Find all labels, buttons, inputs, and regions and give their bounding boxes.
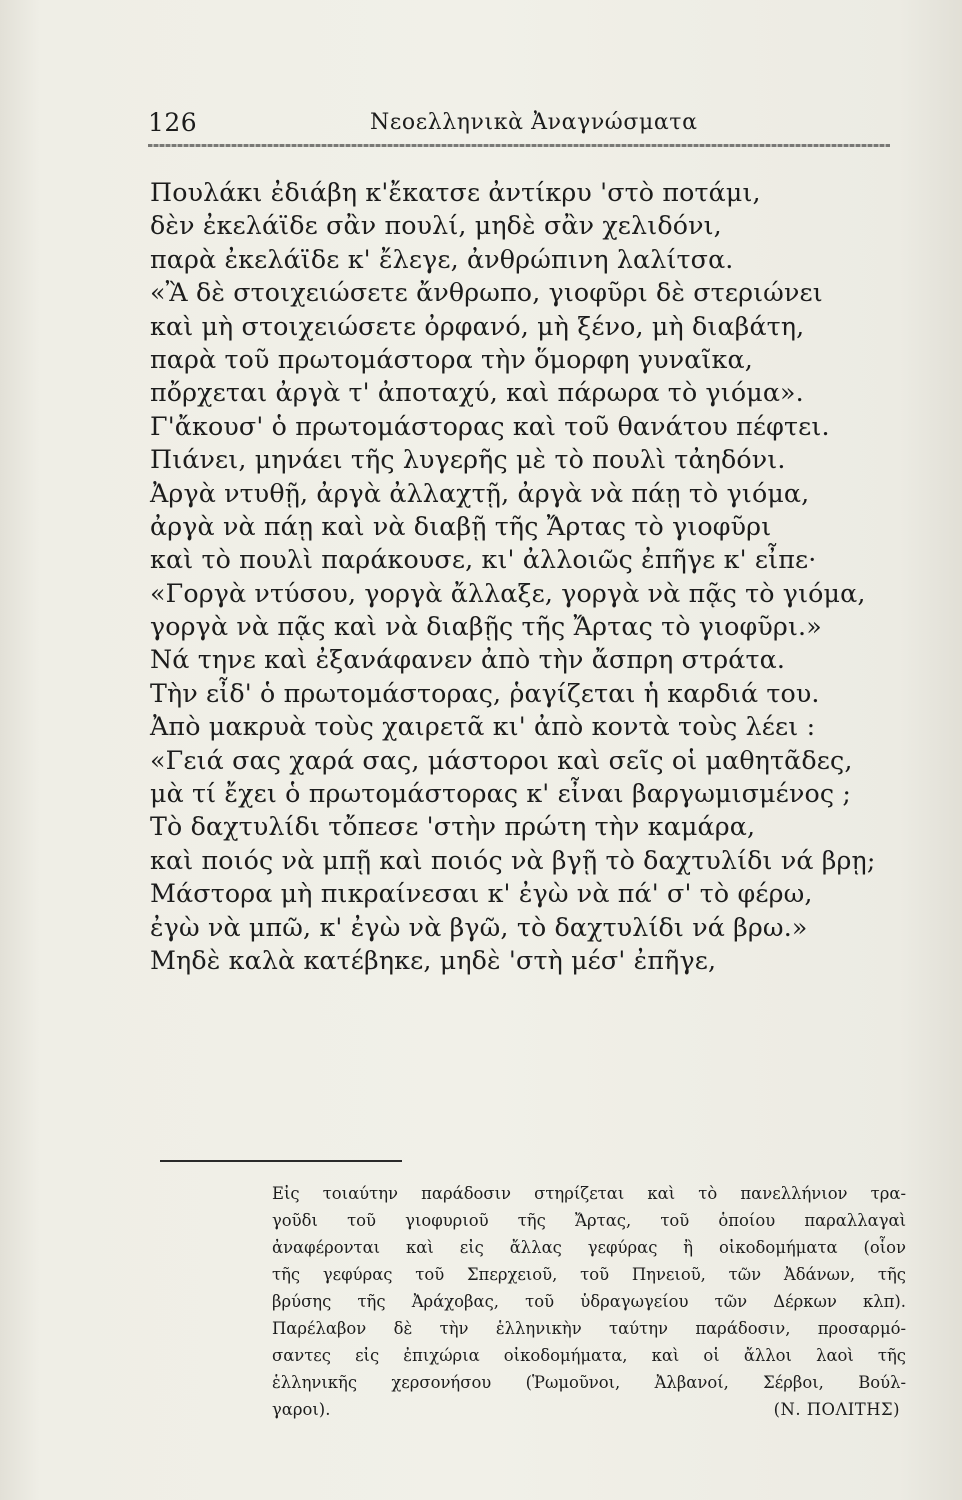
footnote-line: σαντες εἰς ἐπιχώρια οἰκοδομήματα, καὶ οἱ ἄλλοι λαοὶ τῆς <box>272 1346 906 1365</box>
footnote-last-line <box>272 1396 906 1423</box>
poem-line: «Ἂ δὲ στοιχειώσετε ἄνθρωπο, γιοφῦρι δὲ στεριώνει <box>150 278 823 308</box>
poem-line: Γ'ἄκουσ' ὁ πρωτομάστορας καὶ τοῦ θανάτου πέφτει. <box>150 411 830 441</box>
poem-line: ἐγὼ νὰ μπῶ, κ' ἐγὼ νὰ βγῶ, τὸ δαχτυλίδι νά βρω.» <box>150 912 808 942</box>
footnote-line: γοῦδι τοῦ γιοφυριοῦ τῆς Ἄρτας, τοῦ ὁποίου παραλλαγαὶ <box>272 1211 906 1230</box>
header-rule <box>148 144 890 147</box>
poem-line: καὶ τὸ πουλὶ παράκουσε, κι' ἀλλοιῶς ἐπῆγε κ' εἶπε· <box>150 545 817 575</box>
poem-line: καὶ μὴ στοιχειώσετε ὀρφανό, μὴ ξένο, μὴ διαβάτη, <box>150 311 805 341</box>
page-header <box>148 108 888 144</box>
poem-line: Πιάνει, μηνάει τῆς λυγερῆς μὲ τὸ πουλὶ τἀηδόνι. <box>150 445 786 475</box>
footnote-line: ἑλληνικῆς χερσονήσου (Ῥωμοῦνοι, Ἀλβανοί, Σέρβοι, Βούλ- <box>272 1373 906 1392</box>
poem-line: Μηδὲ καλὰ κατέβηκε, μηδὲ 'στὴ μέσ' ἐπῆγε, <box>150 945 717 975</box>
footnote-line: Παρέλαβον δὲ τὴν ἑλληνικὴν ταύτην παράδοσιν, προσαρμό- <box>272 1319 906 1338</box>
poem-line: παρὰ τοῦ πρωτομάστορα τὴν ὅμορφη γυναῖκα, <box>150 344 753 374</box>
footnote <box>272 1180 906 1423</box>
poem-line: πὄρχεται ἀργὰ τ' ἀποταχύ, καὶ πάρωρα τὸ γιόμα». <box>150 378 804 408</box>
poem-line: Μάστορα μὴ πικραίνεσαι κ' ἐγὼ νὰ πά' σ' τὸ φέρω, <box>150 879 813 909</box>
footnote-line: Εἰς τοιαύτην παράδοσιν στηρίζεται καὶ τὸ πανελλήνιον τρα- <box>272 1184 906 1203</box>
poem-line: γοργὰ νὰ πᾷς καὶ νὰ διαβῇς τῆς Ἄρτας τὸ γιοφῦρι.» <box>150 612 822 642</box>
poem-line: παρὰ ἐκελάϊδε κ' ἔλεγε, ἀνθρώπινη λαλίτσα. <box>150 244 734 274</box>
footnote-line: τῆς γεφύρας τοῦ Σπερχειοῦ, τοῦ Πηνειοῦ, τῶν Ἀδάνων, τῆς <box>272 1265 906 1284</box>
poem-line: Πουλάκι ἐδιάβη κ'ἔκατσε ἀντίκρυ 'στὸ ποτάμι, <box>150 178 761 207</box>
poem-line: Τὸ δαχτυλίδι τὄπεσε 'στὴν πρώτη τὴν καμάρα, <box>150 812 756 842</box>
poem-line: Ἀργὰ ντυθῇ, ἀργὰ ἀλλαχτῇ, ἀργὰ νὰ πάῃ τὸ γιόμα, <box>150 478 810 508</box>
page-number: 126 <box>148 108 198 137</box>
poem-line: καὶ ποιός νὰ μπῇ καὶ ποιός νὰ βγῇ τὸ δαχτυλίδι νά βρῃ; <box>150 845 876 875</box>
footnote-line: ἀναφέρονται καὶ εἰς ἄλλας γεφύρας ἢ οἰκοδομήματα (οἷον <box>272 1238 906 1257</box>
footnote-author: (Ν. ΠΟΛΙΤΗΣ) <box>773 1400 900 1419</box>
footnote-line-end: γαροι). <box>272 1400 331 1419</box>
running-title: Νεοελληνικὰ Ἀναγνώσματα <box>370 110 698 135</box>
poem-line: «Γειά σας χαρά σας, μάστοροι καὶ σεῖς οἱ μαθητᾶδες, <box>150 745 853 775</box>
footnote-line: βρύσης τῆς Ἀράχοβας, τοῦ ὑδραγωγείου τῶν Δέρκων κλπ). <box>272 1292 906 1311</box>
footnote-separator <box>160 1160 402 1162</box>
poem-line: Ἀπὸ μακρυὰ τοὺς χαιρετᾶ κι' ἀπὸ κοντὰ τοὺς λέει : <box>150 712 816 742</box>
poem-line: Νά τηνε καὶ ἐξανάφανεν ἀπὸ τὴν ἄσπρη στράτα. <box>150 645 786 675</box>
poem-line: ἀργὰ νὰ πάῃ καὶ νὰ διαβῇ τῆς Ἄρτας τὸ γιοφῦρι <box>150 511 772 541</box>
poem-line: Τὴν εἶδ' ὁ πρωτομάστορας, ῥαγίζεται ἡ καρδιά του. <box>150 678 820 708</box>
poem-line: δὲν ἐκελάϊδε σἂν πουλί, μηδὲ σἂν χελιδόνι, <box>150 211 722 241</box>
poem-line: μὰ τί ἔχει ὁ πρωτομάστορας κ' εἶναι βαργωμισμένος ; <box>150 779 852 809</box>
poem-line: «Γοργὰ ντύσου, γοργὰ ἄλλαξε, γοργὰ νὰ πᾷς τὸ γιόμα, <box>150 578 866 608</box>
poem-body <box>150 176 910 977</box>
